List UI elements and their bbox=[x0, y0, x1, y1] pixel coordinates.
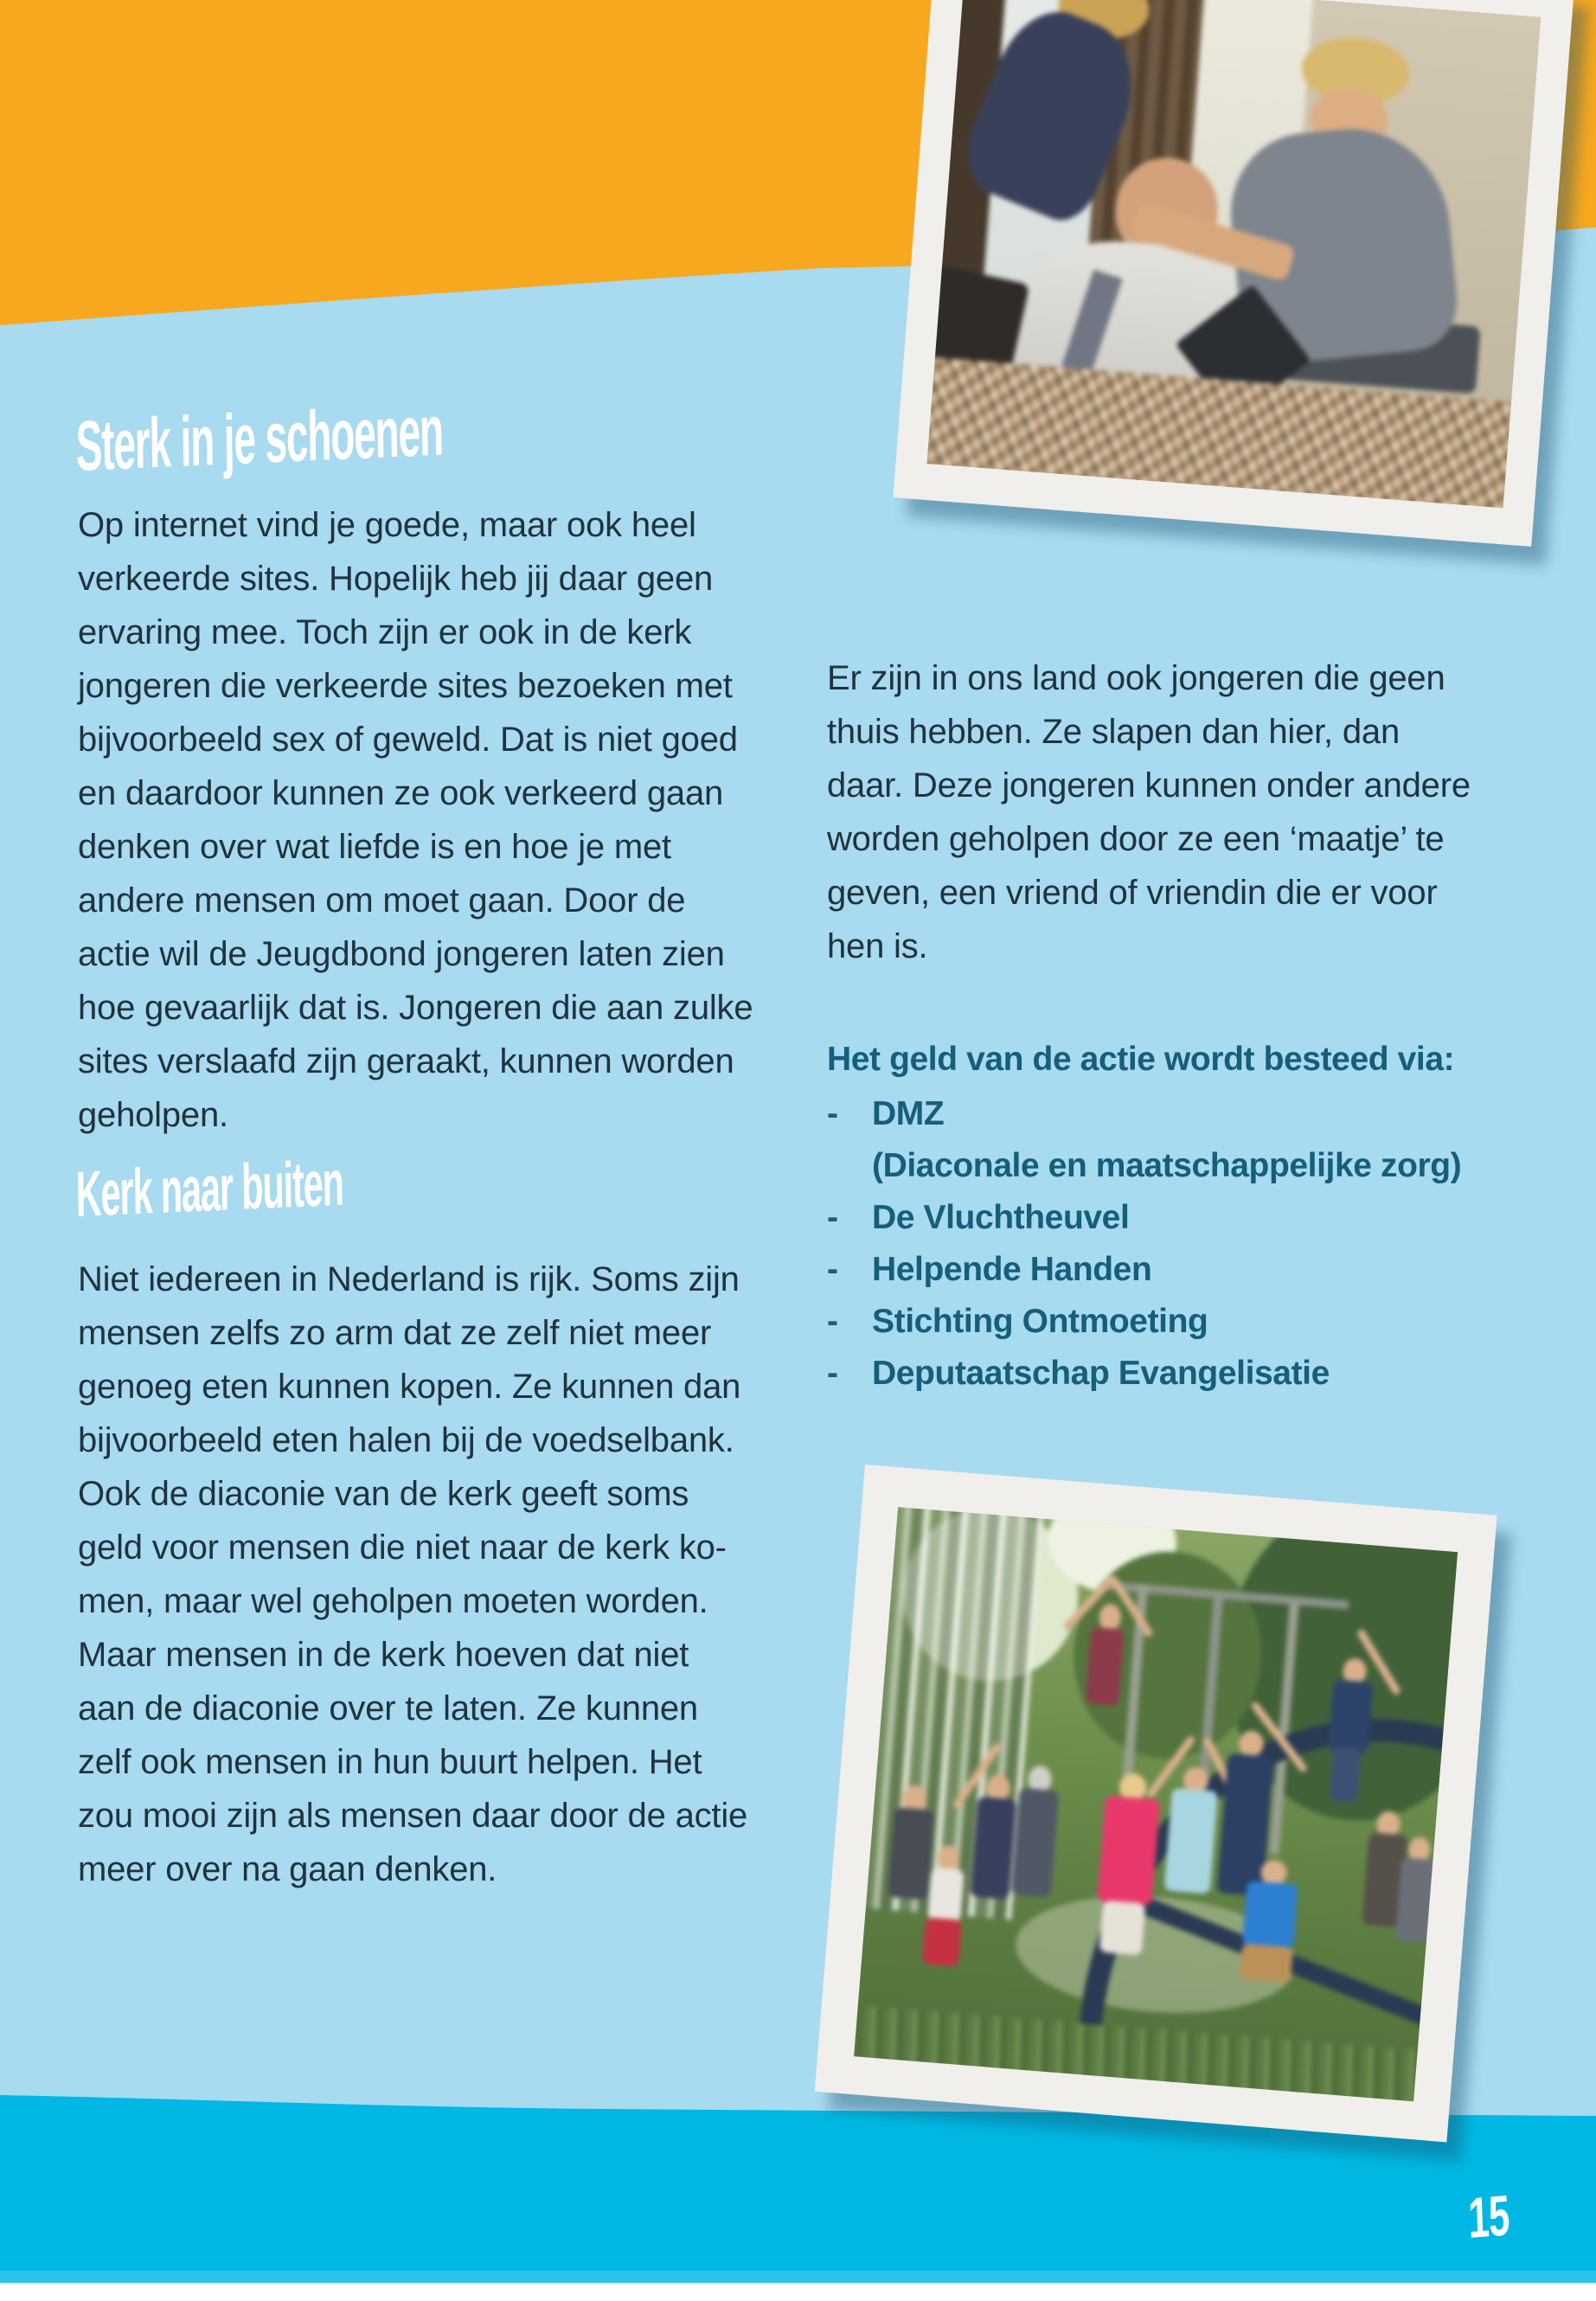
text-line: DMZ bbox=[872, 1095, 945, 1132]
photo-top-illustration bbox=[926, 0, 1541, 508]
list-item-text bbox=[872, 1192, 1129, 1244]
text-line: en daardoor kunnen ze ook verkeerd gaan bbox=[78, 774, 724, 812]
cyan-light-strip bbox=[0, 2271, 1596, 2283]
person-kneeling-blue bbox=[1235, 1857, 1304, 1988]
text-line: zelf ook mensen in hun buurt helpen. Het bbox=[78, 1743, 702, 1781]
text-line: hen is. bbox=[827, 927, 928, 965]
text-line: jongeren die verkeerde sites bezoeken met bbox=[78, 667, 733, 705]
text-line: Er zijn in ons land ook jongeren die geen bbox=[827, 659, 1445, 697]
text-line: Helpende Handen bbox=[872, 1251, 1152, 1288]
photo-bottom-scene bbox=[854, 1507, 1458, 2101]
text-line: men, maar wel geholpen moeten worden. bbox=[78, 1582, 708, 1620]
besteed-section bbox=[827, 1035, 1461, 1400]
text-line: Ook de diaconie van de kerk geeft soms bbox=[78, 1475, 689, 1513]
heading-text: Sterk in je schoenen bbox=[75, 391, 444, 486]
list-dash: - bbox=[827, 1355, 838, 1392]
text-line: bijvoorbeeld sex of geweld. Dat is niet goed bbox=[78, 721, 738, 759]
list-item-text bbox=[872, 1348, 1330, 1400]
photo-bottom-illustration bbox=[854, 1507, 1458, 2101]
list-item-deputaatschap bbox=[827, 1348, 1461, 1400]
text-line: geven, een vriend of vriendin die er voor bbox=[827, 874, 1438, 912]
text-line: worden geholpen door ze een ‘maatje’ te bbox=[827, 820, 1445, 858]
text-line: ervaring mee. Toch zijn er ook in de kerk bbox=[78, 613, 692, 651]
text-line: geld voor mensen die niet naar de kerk ko- bbox=[78, 1529, 727, 1567]
heading-kerk-naar-buiten bbox=[75, 1146, 554, 1231]
text-line: andere mensen om moet gaan. Door de bbox=[78, 881, 686, 920]
text-line: Niet iedereen in Nederland is rijk. Soms zijn bbox=[78, 1260, 740, 1298]
list-item-text bbox=[872, 1244, 1151, 1296]
text-line: Deputaatschap Evangelisatie bbox=[872, 1355, 1330, 1392]
page-number bbox=[1467, 2182, 1530, 2251]
text-line: De Vluchtheuvel bbox=[872, 1199, 1130, 1236]
text-line: Stichting Ontmoeting bbox=[872, 1303, 1208, 1340]
text-line: meer over na gaan denken. bbox=[78, 1850, 497, 1888]
text-line: aan de diaconie over te laten. Ze kunnen bbox=[78, 1689, 698, 1727]
text-line: sites verslaafd zijn geraakt, kunnen worden bbox=[78, 1042, 734, 1080]
list-dash: - bbox=[827, 1095, 838, 1132]
besteed-heading: Het geld van de actie wordt besteed via: bbox=[827, 1041, 1455, 1078]
text-line: verkeerde sites. Hopelijk heb jij daar geen bbox=[78, 560, 714, 598]
page-number-text: 15 bbox=[1467, 2182, 1510, 2250]
text-line: denken over wat liefde is en hoe je met bbox=[78, 828, 671, 866]
photo-top-scene bbox=[926, 0, 1541, 508]
heading-sterk-in-je-schoenen bbox=[75, 391, 732, 488]
list-item-stichting-ontmoeting bbox=[827, 1296, 1461, 1348]
text-line: Maar mensen in de kerk hoeven dat niet bbox=[78, 1636, 689, 1674]
photo-top-polaroid bbox=[893, 0, 1574, 547]
list-dash: - bbox=[827, 1199, 838, 1236]
text-line: thuis hebben. Ze slapen dan hier, dan bbox=[827, 713, 1400, 751]
text-line: mensen zelfs zo arm dat ze zelf niet meer bbox=[78, 1314, 712, 1352]
text-line: genoeg eten kunnen kopen. Ze kunnen dan bbox=[78, 1368, 741, 1406]
paragraph-maatje bbox=[827, 651, 1471, 973]
text-line: Op internet vind je goede, maar ook heel bbox=[78, 506, 696, 544]
text-line: bijvoorbeeld eten halen bij de voedselbank. bbox=[78, 1421, 734, 1459]
list-dash: - bbox=[827, 1303, 838, 1340]
list-item-vluchtheuvel bbox=[827, 1192, 1461, 1244]
text-line: hoe gevaarlijk dat is. Jongeren die aan zulke bbox=[78, 989, 753, 1027]
text-line: geholpen. bbox=[78, 1096, 228, 1134]
list-dash: - bbox=[827, 1251, 838, 1288]
text-line: daar. Deze jongeren kunnen onder andere bbox=[827, 766, 1471, 804]
white-footer-strip bbox=[0, 2282, 1596, 2301]
list-item-text bbox=[872, 1088, 1461, 1192]
heading-text: Kerk naar buiten bbox=[75, 1146, 344, 1230]
list-item-helpende-handen bbox=[827, 1244, 1461, 1296]
photo-bottom-polaroid bbox=[815, 1465, 1497, 2142]
text-line: (Diaconale en maatschappelijke zorg) bbox=[872, 1147, 1462, 1184]
text-line: actie wil de Jeugdbond jongeren laten zien bbox=[78, 935, 725, 973]
besteed-list bbox=[827, 1088, 1461, 1400]
list-item-text bbox=[872, 1296, 1208, 1348]
list-item-dmz bbox=[827, 1088, 1461, 1192]
paragraph-kerk bbox=[78, 1253, 747, 1896]
paragraph-sterk bbox=[78, 498, 753, 1142]
text-line: zou mooi zijn als mensen daar door de actie bbox=[78, 1797, 748, 1835]
